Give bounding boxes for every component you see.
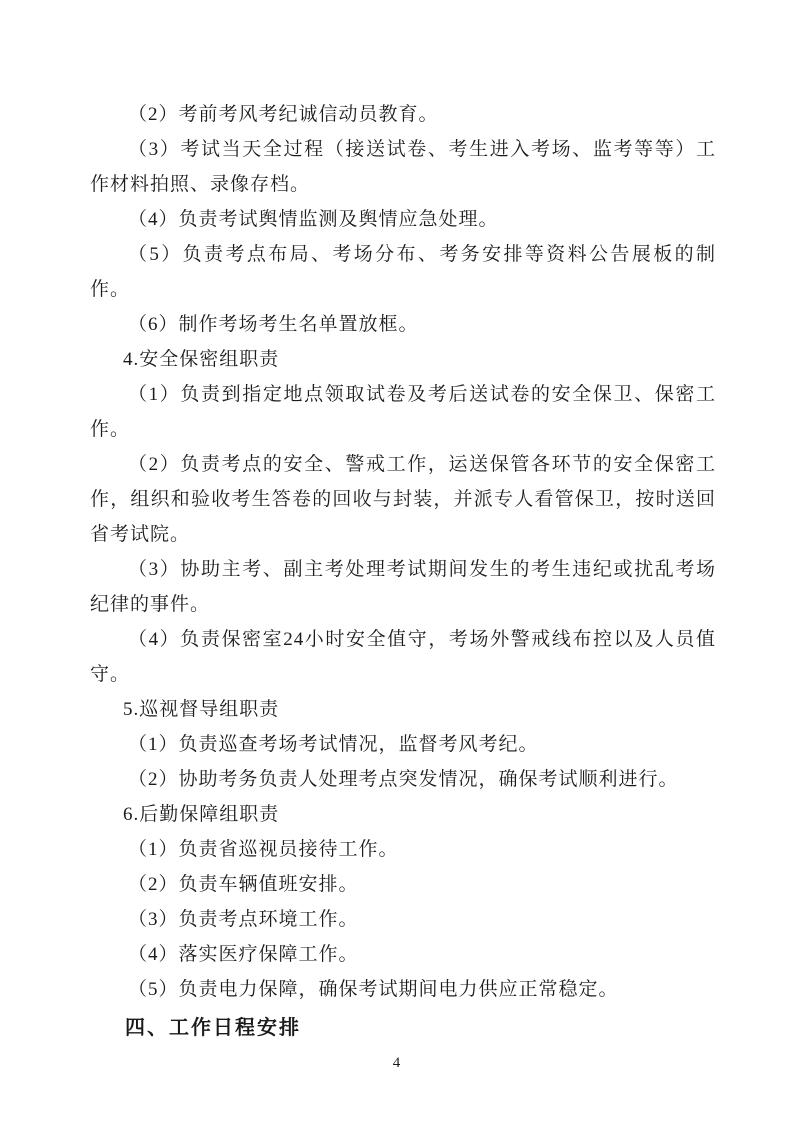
document-body xyxy=(90,97,716,1046)
paragraph: （1）负责巡查考场考试情况，监督考风考纪。 xyxy=(128,734,539,755)
paragraph: （4）负责考试舆情监测及舆情应急处理。 xyxy=(128,209,499,230)
paragraph: （2）协助考务负责人处理考点突发情况，确保考试顺利进行。 xyxy=(128,769,679,790)
paragraph: （3）负责考点环境工作。 xyxy=(128,909,359,930)
paragraph: （2）考前考风考纪诚信动员教育。 xyxy=(128,104,439,125)
paragraph: （5）负责考点布局、考场分布、考务安排等资料公告展板的制作。 xyxy=(90,244,716,300)
subsection-heading: 5.巡视督导组职责 xyxy=(123,699,280,720)
section-heading: 四、工作日程安排 xyxy=(125,1017,301,1039)
paragraph: （6）制作考场考生名单置放框。 xyxy=(128,314,419,335)
subsection-heading: 4.安全保密组职责 xyxy=(123,349,280,370)
paragraph: （3）考试当天全过程（接送试卷、考生进入考场、监考等等）工作材料拍照、录像存档。 xyxy=(90,139,716,195)
paragraph: （3）协助主考、副主考处理考试期间发生的考生违纪或扰乱考场纪律的事件。 xyxy=(90,559,716,615)
paragraph: （4）负责保密室24小时安全值守，考场外警戒线布控以及人员值守。 xyxy=(90,629,716,685)
subsection-heading: 6.后勤保障组职责 xyxy=(123,804,280,825)
paragraph: （2）负责考点的安全、警戒工作，运送保管各环节的安全保密工作，组织和验收考生答卷的回收与封装，并派专人看管保卫，按时送回省考试院。 xyxy=(90,454,716,545)
page-number: 4 xyxy=(392,1055,401,1071)
paragraph: （5）负责电力保障，确保考试期间电力供应正常稳定。 xyxy=(128,979,619,1000)
paragraph: （4）落实医疗保障工作。 xyxy=(128,944,359,965)
paragraph: （1）负责省巡视员接待工作。 xyxy=(128,839,399,860)
paragraph: （1）负责到指定地点领取试卷及考后送试卷的安全保卫、保密工作。 xyxy=(90,384,716,440)
page-footer xyxy=(0,1053,793,1073)
paragraph: （2）负责车辆值班安排。 xyxy=(128,874,359,895)
